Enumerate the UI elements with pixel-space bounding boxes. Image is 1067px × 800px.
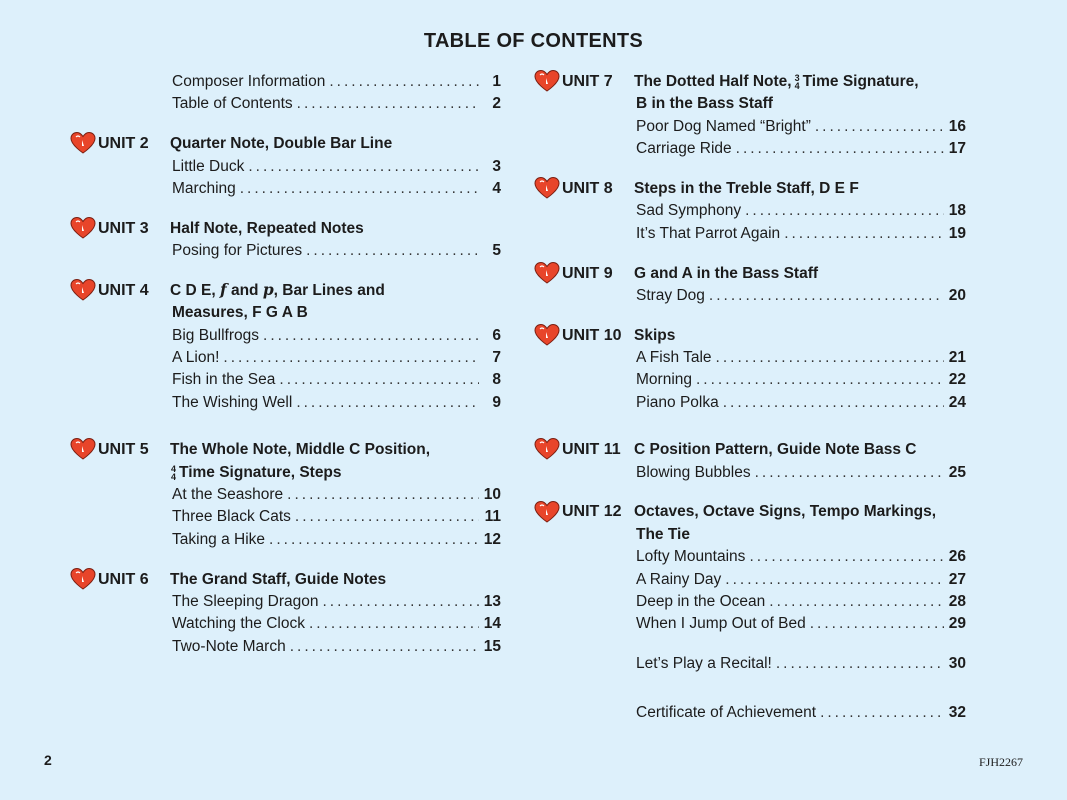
- unit-title: Skips: [634, 326, 676, 344]
- toc-entry[interactable]: A Fish Tale ..... 21: [636, 347, 966, 369]
- heart-icon: [534, 325, 562, 347]
- unit-label: UNIT 11: [562, 441, 621, 459]
- unit-title: C Position Pattern, Guide Note Bass C: [634, 441, 917, 459]
- toc-entry[interactable]: Taking a Hike ..... 12: [172, 529, 501, 551]
- unit-label: UNIT 3: [98, 219, 149, 237]
- unit-label: UNIT 8: [562, 179, 613, 197]
- toc-entry[interactable]: Lofty Mountains ..... 26: [636, 546, 966, 568]
- unit-title: C D E, f and p, Bar Lines and: [170, 280, 385, 300]
- time-signature: 4 4: [171, 463, 177, 482]
- unit-heading-11: [534, 439, 966, 461]
- toc-entry-certificate[interactable]: Certificate of Achievement ..... 32: [636, 702, 966, 724]
- toc-entry[interactable]: It’s That Parrot Again ..... 19: [636, 223, 966, 245]
- toc-entry[interactable]: Fish in the Sea ..... 8: [172, 369, 501, 391]
- unit-heading-8: [534, 178, 966, 200]
- heart-icon: [534, 71, 562, 93]
- unit-title-line2: B in the Bass Staff: [636, 95, 773, 113]
- unit-title-line2: The Tie: [636, 525, 690, 543]
- unit-label: UNIT 10: [562, 326, 622, 344]
- heart-icon: [534, 502, 562, 524]
- catalog-code: FJH2267: [978, 755, 1023, 769]
- unit-label: UNIT 7: [562, 73, 613, 90]
- toc-right-column: [534, 71, 966, 724]
- toc-entry[interactable]: Stray Dog ..... 20: [636, 285, 966, 307]
- piano-symbol: p: [262, 280, 274, 300]
- toc-entry[interactable]: A Lion! ..... 7: [172, 347, 501, 369]
- heart-icon: [70, 280, 98, 302]
- unit-heading-10: [534, 325, 966, 347]
- heart-icon: [70, 133, 98, 155]
- heart-icon: [534, 178, 562, 200]
- toc-entry[interactable]: Three Black Cats ..... 11: [172, 506, 501, 528]
- toc-entry[interactable]: Carriage Ride ..... 17: [636, 138, 966, 160]
- toc-entry[interactable]: The Sleeping Dragon ..... 13: [172, 591, 501, 613]
- unit-title: G and A in the Bass Staff: [634, 264, 819, 282]
- toc-entry-recital[interactable]: Let’s Play a Recital! ..... 30: [636, 653, 966, 675]
- toc-entry[interactable]: Composer Information ..... 1: [172, 71, 501, 93]
- forte-symbol: f: [219, 280, 227, 300]
- toc-entry[interactable]: Poor Dog Named “Bright” ..... 16: [636, 116, 966, 138]
- heart-icon: [534, 263, 562, 285]
- unit-label: UNIT 9: [562, 264, 613, 282]
- unit-label: UNIT 5: [98, 441, 149, 459]
- toc-entry[interactable]: Little Duck ..... 3: [172, 156, 501, 178]
- unit-title: Half Note, Repeated Notes: [170, 219, 364, 237]
- toc-entry[interactable]: When I Jump Out of Bed ..... 29: [636, 613, 966, 635]
- unit-heading-3: [70, 218, 501, 240]
- toc-entry[interactable]: The Wishing Well ..... 9: [172, 392, 501, 414]
- unit-heading-12: [534, 501, 966, 523]
- toc-entry[interactable]: Table of Contents ..... 2: [172, 93, 501, 115]
- unit-title: Steps in the Treble Staff, D E F: [634, 179, 859, 197]
- toc-entry[interactable]: Morning ..... 22: [636, 369, 966, 391]
- unit-title-line2: Measures, F G A B: [172, 304, 308, 322]
- unit-label: UNIT 4: [98, 281, 149, 299]
- unit-heading-5: [70, 439, 501, 461]
- heart-icon: [534, 439, 562, 461]
- unit-heading-7: [534, 71, 966, 93]
- page-title: TABLE OF CONTENTS: [423, 30, 644, 52]
- heart-icon: [70, 439, 98, 461]
- toc-entry[interactable]: Sad Symphony ..... 18: [636, 200, 966, 222]
- toc-entry[interactable]: Blowing Bubbles ..... 25: [636, 462, 966, 484]
- toc-left-column: [70, 71, 501, 658]
- unit-title: The Whole Note, Middle C Position,: [170, 441, 431, 459]
- toc-entry[interactable]: Watching the Clock ..... 14: [172, 613, 501, 635]
- unit-title-line2: 4 4 Time Signature, Steps: [171, 463, 342, 482]
- unit-title: The Grand Staff, Guide Notes: [170, 570, 387, 588]
- toc-entry[interactable]: Posing for Pictures ..... 5: [172, 240, 501, 262]
- unit-heading-9: [534, 263, 966, 285]
- unit-heading-6: [70, 569, 501, 591]
- toc-entry[interactable]: Big Bullfrogs ..... 6: [172, 325, 501, 347]
- heart-icon: [70, 569, 98, 591]
- toc-entry[interactable]: A Rainy Day ..... 27: [636, 569, 966, 591]
- unit-label: UNIT 12: [562, 503, 622, 521]
- toc-entry[interactable]: Marching ..... 4: [172, 178, 501, 200]
- toc-entry[interactable]: Piano Polka ..... 24: [636, 392, 966, 414]
- toc-entry[interactable]: Two-Note March ..... 15: [172, 636, 501, 658]
- unit-heading-2: [70, 133, 501, 155]
- unit-label: UNIT 6: [98, 570, 149, 588]
- heart-icon: [70, 218, 98, 240]
- unit-title: The Dotted Half Note, 3 4 Time Signature,: [634, 72, 919, 91]
- time-signature: 3 4: [794, 72, 800, 91]
- unit-label: UNIT 2: [98, 135, 149, 153]
- unit-title: Octaves, Octave Signs, Tempo Markings,: [634, 503, 937, 521]
- page-number: 2: [44, 752, 52, 768]
- toc-entry[interactable]: Deep in the Ocean ..... 28: [636, 591, 966, 613]
- unit-title: Quarter Note, Double Bar Line: [170, 135, 393, 153]
- toc-entry[interactable]: At the Seashore ..... 10: [172, 484, 501, 506]
- unit-heading-4: [70, 280, 501, 302]
